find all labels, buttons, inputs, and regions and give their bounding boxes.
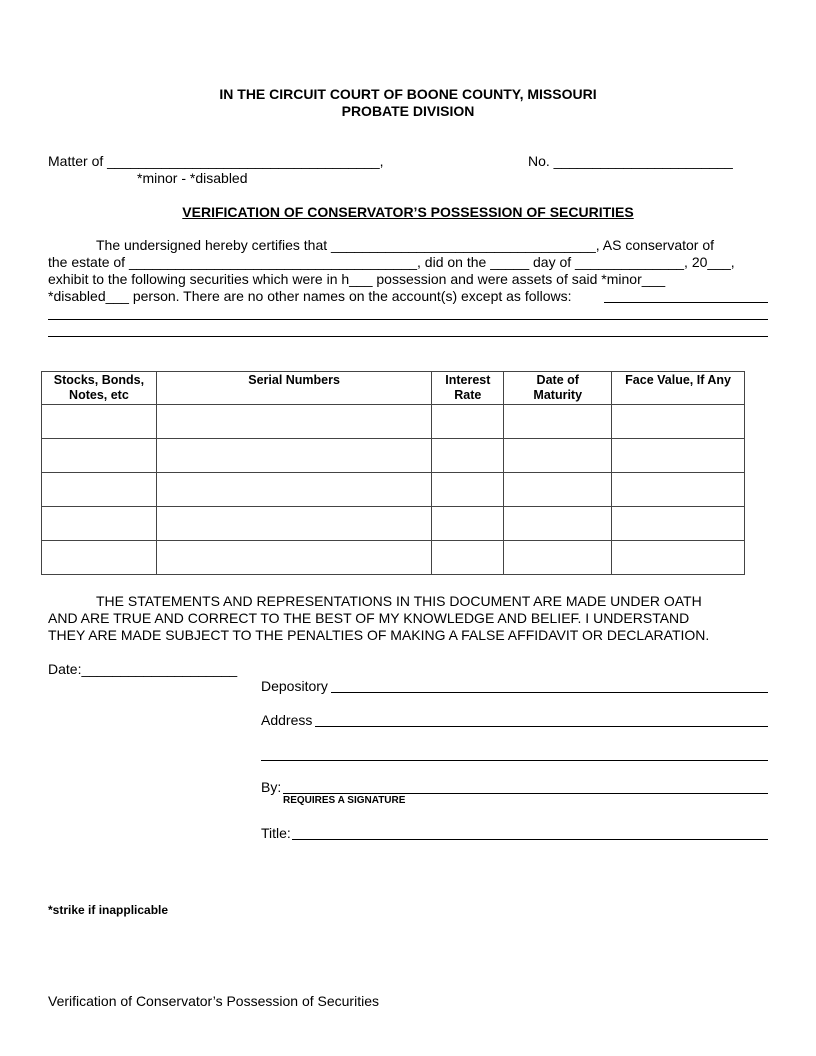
col-header-interest-rate: Interest Rate [432,372,504,405]
title-label: Title: [261,825,291,841]
address-label: Address [261,712,313,728]
table-header-row [42,372,745,405]
table-cell[interactable] [156,405,432,439]
strike-footnote: *strike if inapplicable [48,903,169,917]
table-cell[interactable] [504,405,612,439]
table-row [42,405,745,439]
table-cell[interactable] [42,439,157,473]
oath-statement [48,593,768,644]
oath-line-2: AND ARE TRUE AND CORRECT TO THE BEST OF MY KNOWLEDGE AND BELIEF. I UNDERSTAND [48,610,690,626]
certification-line-3: exhibit to the following securities which were in h___ possession and were assets of said *minor___ [48,271,666,287]
court-heading: IN THE CIRCUIT COURT OF BOONE COUNTY, MISSOURI [219,86,597,102]
table-cell[interactable] [504,473,612,507]
table-cell[interactable] [504,439,612,473]
signature-line[interactable] [283,793,768,794]
table-cell[interactable] [156,473,432,507]
other-names-line-3[interactable] [48,336,768,337]
col-header-serial-numbers: Serial Numbers [156,372,432,405]
table-row [42,541,745,575]
table-cell[interactable] [612,439,745,473]
requires-signature-note: REQUIRES A SIGNATURE [283,795,406,806]
certification-line-2: the estate of _____________________________________, did on the _____ day of ______________, 20___, [48,254,735,270]
matter-subtext: *minor - *disabled [137,170,248,186]
matter-of-field[interactable]: Matter of ___________________________________, [48,153,384,169]
table-cell[interactable] [432,405,504,439]
certification-line-4: *disabled___ person. There are no other names on the account(s) except as follows: [48,288,572,304]
securities-table [41,371,745,575]
address-line-2[interactable] [261,760,768,761]
table-cell[interactable] [612,405,745,439]
col-header-face-value: Face Value, If Any [612,372,745,405]
oath-line-3: THEY ARE MADE SUBJECT TO THE PENALTIES OF MAKING A FALSE AFFIDAVIT OR DECLARATION. [48,627,710,643]
table-cell[interactable] [42,405,157,439]
col-header-stocks: Stocks, Bonds, Notes, etc [42,372,157,405]
depository-label: Depository [261,678,328,694]
certification-paragraph [48,237,768,305]
oath-line-1: THE STATEMENTS AND REPRESENTATIONS IN THIS DOCUMENT ARE MADE UNDER OATH [96,593,702,609]
table-cell[interactable] [42,473,157,507]
certification-line-1: The undersigned hereby certifies that __________________________________, AS conservator of [96,237,715,253]
other-names-line-2[interactable] [48,319,768,320]
form-title: VERIFICATION OF CONSERVATOR’S POSSESSION OF SECURITIES [182,204,634,220]
table-cell[interactable] [156,439,432,473]
division-heading: PROBATE DIVISION [341,103,475,119]
table-cell[interactable] [612,473,745,507]
depository-line[interactable] [331,692,768,693]
table-cell[interactable] [612,507,745,541]
by-label: By: [261,779,282,795]
table-cell[interactable] [432,541,504,575]
other-names-line[interactable] [604,302,768,303]
table-cell[interactable] [156,507,432,541]
page-footer: Verification of Conservator’s Possession of Securities [48,993,379,1009]
table-row [42,439,745,473]
table-cell[interactable] [432,473,504,507]
table-cell[interactable] [156,541,432,575]
table-cell[interactable] [612,541,745,575]
table-cell[interactable] [42,541,157,575]
table-cell[interactable] [42,507,157,541]
table-cell[interactable] [504,507,612,541]
table-row [42,507,745,541]
table-cell[interactable] [432,439,504,473]
title-line[interactable] [292,839,768,840]
case-number-field[interactable]: No. _______________________ [528,153,733,169]
col-header-date-of-maturity: Date of Maturity [504,372,612,405]
address-line[interactable] [315,726,768,727]
table-cell[interactable] [504,541,612,575]
table-cell[interactable] [432,507,504,541]
date-field[interactable]: Date:____________________ [48,661,238,677]
table-row [42,473,745,507]
